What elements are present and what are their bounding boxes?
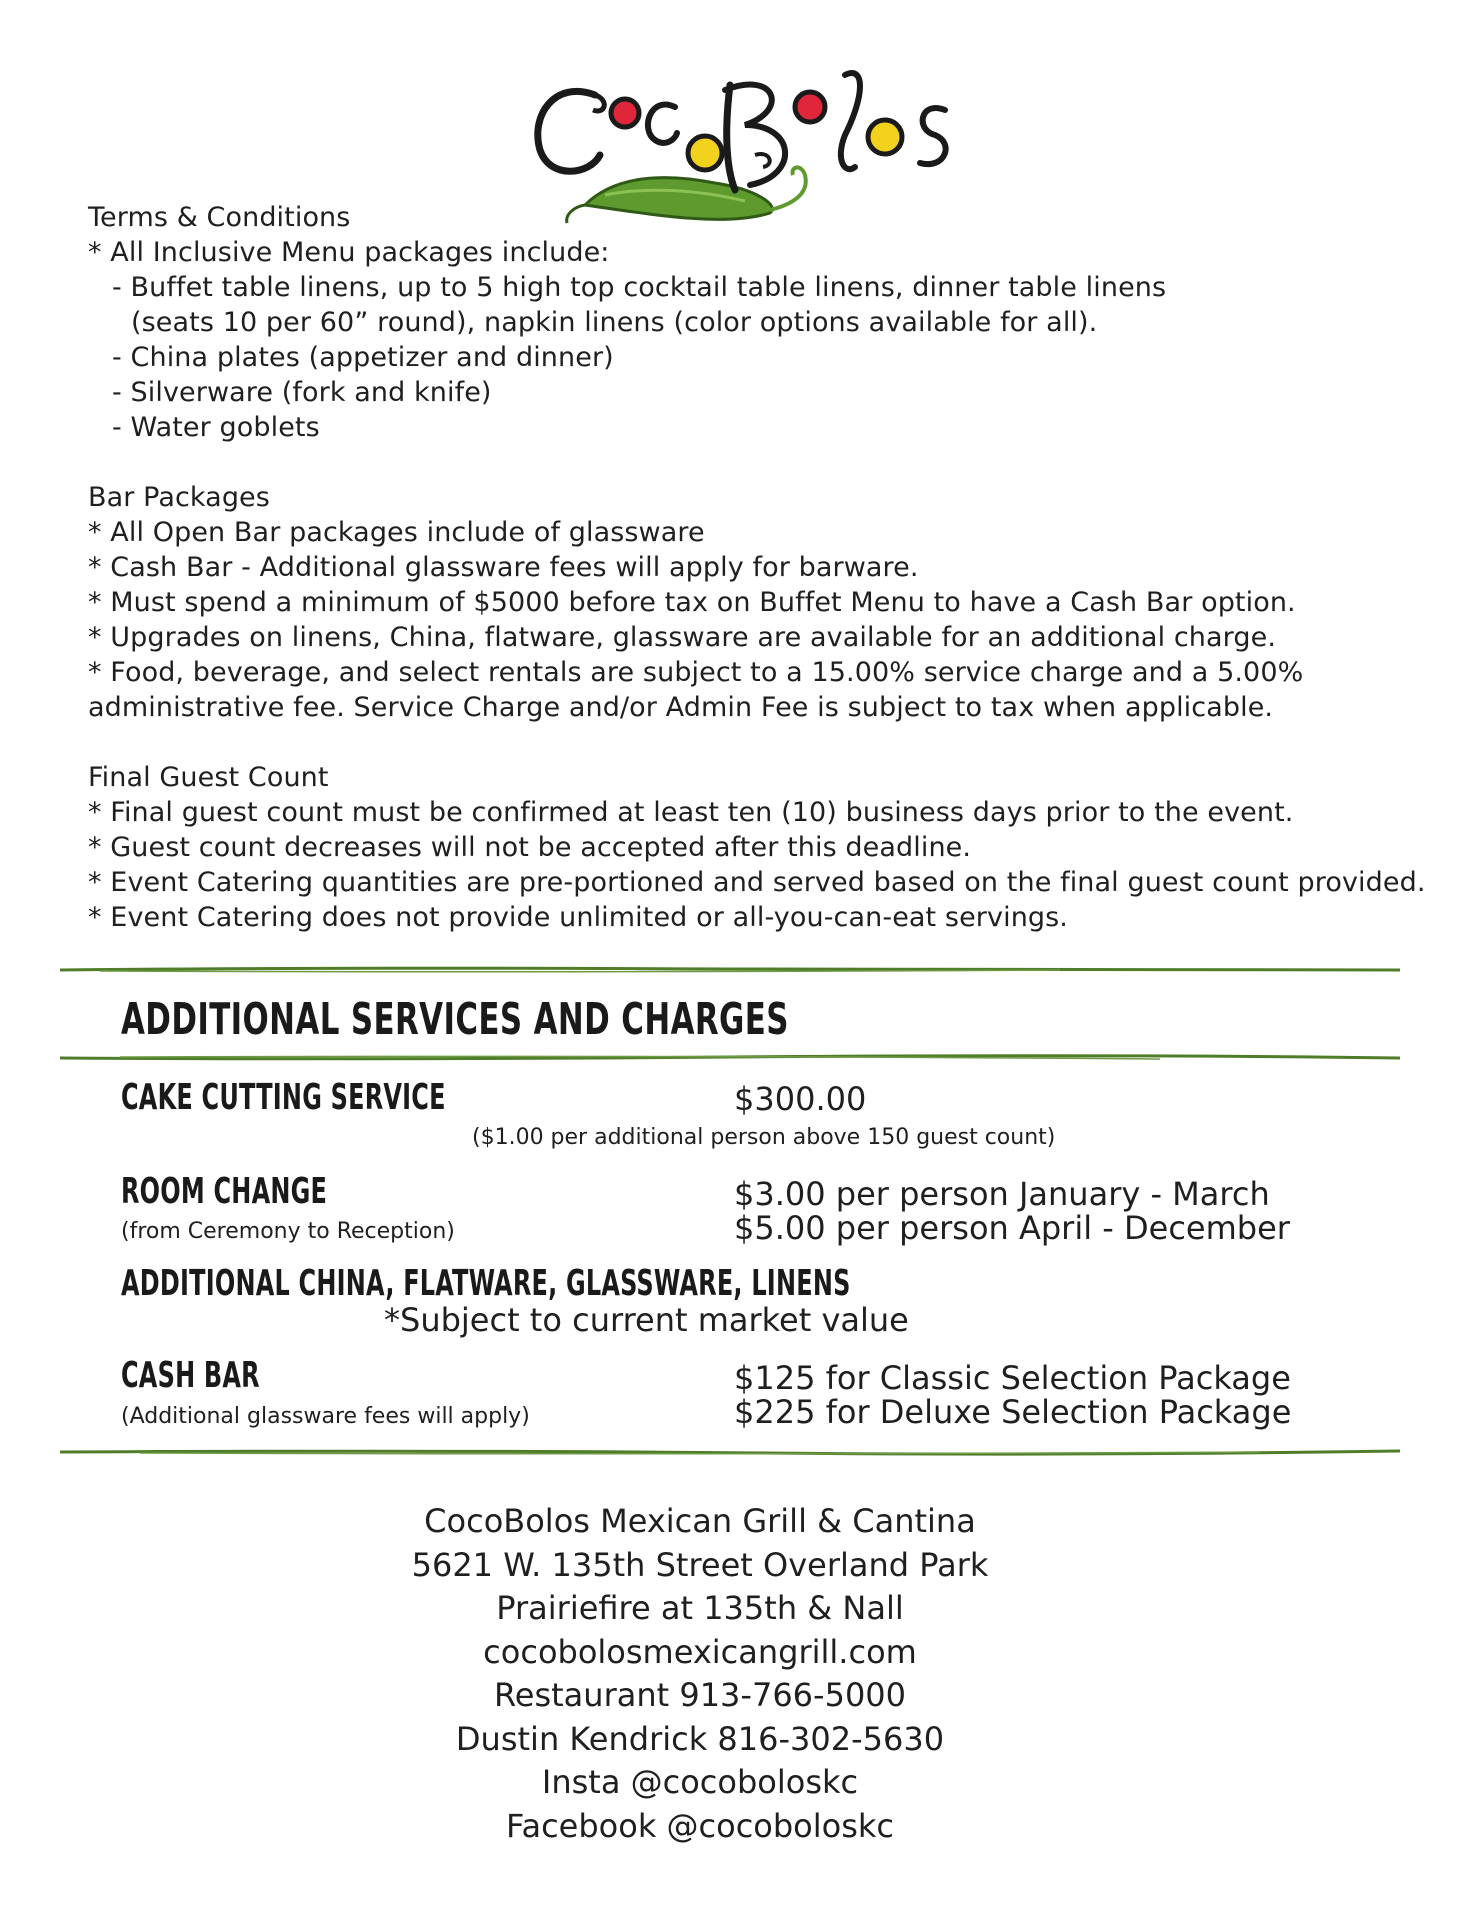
room-change-note: (from Ceremony to Reception) bbox=[121, 1219, 455, 1244]
service-name-room-change: ROOM CHANGE bbox=[121, 1171, 328, 1212]
bar-line: administrative fee. Service Charge and/or Admin Fee is subject to tax when applicable. bbox=[88, 692, 1274, 723]
bar-packages-title: Bar Packages bbox=[88, 482, 270, 513]
footer-website: cocobolosmexicangrill.com bbox=[483, 1632, 917, 1671]
footer-restaurant-name: CocoBolos Mexican Grill & Cantina bbox=[424, 1502, 976, 1540]
terms-item: - Water goblets bbox=[112, 412, 320, 443]
service-name-cash-bar: CASH BAR bbox=[121, 1355, 260, 1396]
service-name-additional-china: ADDITIONAL CHINA, FLATWARE, GLASSWARE, LINENS bbox=[121, 1263, 851, 1304]
divider-rule bbox=[60, 1054, 1400, 1062]
service-name-cake-cutting: CAKE CUTTING SERVICE bbox=[121, 1077, 446, 1118]
cash-bar-price-1: $125 for Classic Selection Package bbox=[734, 1359, 1291, 1397]
additional-china-note: *Subject to current market value bbox=[384, 1301, 909, 1339]
room-change-price-1: $3.00 per person January - March bbox=[734, 1175, 1270, 1213]
footer-instagram: Insta @cocoboloskc bbox=[541, 1763, 859, 1801]
terms-item: - Silverware (fork and knife) bbox=[112, 377, 492, 408]
cake-cutting-price: $300.00 bbox=[734, 1080, 867, 1118]
guest-line: * Event Catering quantities are pre-portioned and served based on the final guest count provided. bbox=[88, 867, 1426, 898]
terms-item: - China plates (appetizer and dinner) bbox=[112, 342, 614, 373]
guest-line: * Guest count decreases will not be accepted after this deadline. bbox=[88, 832, 972, 863]
footer-restaurant-phone: Restaurant 913-766-5000 bbox=[493, 1676, 907, 1714]
section-title-additional-services: ADDITIONAL SERVICES AND CHARGES bbox=[121, 994, 789, 1045]
bar-line: * Food, beverage, and select rentals are subject to a 15.00% service charge and a 5.00% bbox=[88, 657, 1304, 688]
guest-line: * Final guest count must be confirmed at least ten (10) business days prior to the event. bbox=[88, 797, 1294, 828]
cash-bar-note: (Additional glassware fees will apply) bbox=[121, 1404, 530, 1429]
divider-rule bbox=[60, 966, 1400, 974]
terms-intro: * All Inclusive Menu packages include: bbox=[88, 237, 610, 268]
footer-location: Prairiefire at 135th & Nall bbox=[496, 1589, 904, 1627]
footer-contact-phone: Dustin Kendrick 816-302-5630 bbox=[455, 1719, 945, 1758]
terms-title: Terms & Conditions bbox=[88, 202, 351, 233]
divider-rule bbox=[60, 1448, 1400, 1456]
contact-footer bbox=[0, 1500, 1400, 1848]
final-guest-count-title: Final Guest Count bbox=[88, 762, 329, 793]
bar-line: * All Open Bar packages include of glassware bbox=[88, 517, 705, 548]
bar-line: * Cash Bar - Additional glassware fees will apply for barware. bbox=[88, 552, 919, 583]
guest-line: * Event Catering does not provide unlimited or all-you-can-eat servings. bbox=[88, 902, 1068, 933]
terms-item: - Buffet table linens, up to 5 high top cocktail table linens, dinner table linens bbox=[112, 272, 1167, 303]
terms-and-conditions bbox=[88, 200, 1426, 935]
footer-facebook: Facebook @cocoboloskc bbox=[505, 1806, 895, 1845]
footer-address: 5621 W. 135th Street Overland Park bbox=[411, 1545, 989, 1584]
room-change-price-2: $5.00 per person April - December bbox=[734, 1209, 1290, 1247]
terms-item: (seats 10 per 60” round), napkin linens (color options available for all). bbox=[131, 307, 1098, 338]
cash-bar-price-2: $225 for Deluxe Selection Package bbox=[734, 1393, 1292, 1431]
cake-cutting-note: ($1.00 per additional person above 150 guest count) bbox=[472, 1125, 1056, 1150]
bar-line: * Must spend a minimum of $5000 before tax on Buffet Menu to have a Cash Bar option. bbox=[88, 587, 1296, 618]
bar-line: * Upgrades on linens, China, flatware, glassware are available for an additional charge. bbox=[88, 622, 1277, 653]
